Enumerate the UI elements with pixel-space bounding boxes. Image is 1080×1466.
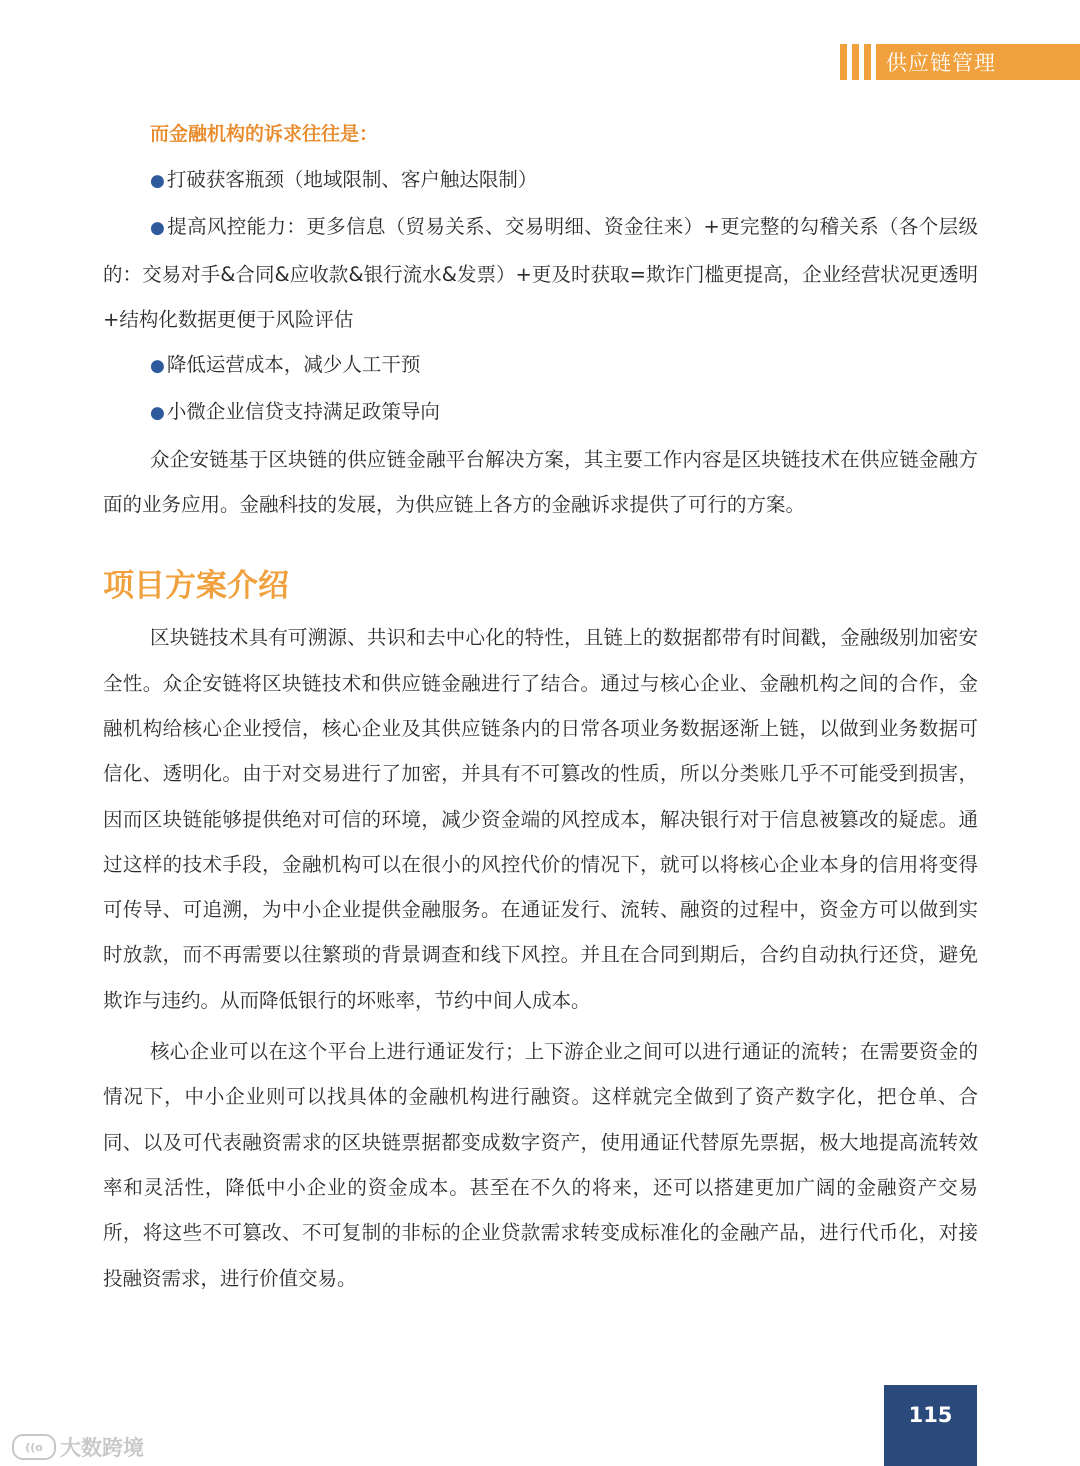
bullet-text: 小微企业信贷支持满足政策导向 <box>166 400 440 424</box>
watermark-logo-icon: ((o <box>12 1434 56 1460</box>
body-paragraph: 核心企业可以在这个平台上进行通证发行；上下游企业之间可以进行通证的流转；在需要资金的情况下，中小企业则可以找具体的金融机构进行融资。这样就完全做到了资产数字化，把仓单、合同、以及可代表融资需求的区块链票据都变成数字资产，使用通证代替原先票据，极大地提高流转效率和灵活性，降低中小企业的资金成本。甚至在不久的将来，还可以搭建更加广阔的金融资产交易所，将这些不可篡改、不可复制的非标的企业贷款需求转变成标准化的金融产品，进行代币化，对接投融资需求，进行价值交易。 <box>103 1040 978 1290</box>
bullet-text: 打破获客瓶颈（地域限制、客户触达限制） <box>166 168 538 191</box>
section-header-tab <box>840 44 1080 80</box>
watermark-text: 大数跨境 <box>60 1436 144 1460</box>
page-content <box>103 112 978 1301</box>
bullet-item <box>103 204 978 342</box>
bullet-item <box>103 389 978 436</box>
subheading: 而金融机构的诉求往往是： <box>150 123 379 145</box>
section-title: 项目方案介绍 <box>103 568 289 605</box>
page-number: 115 <box>884 1385 977 1466</box>
bullet-dot-icon: ● <box>150 356 165 377</box>
header-stripe <box>852 44 859 80</box>
bullet-item <box>103 342 978 389</box>
section-label: 供应链管理 <box>876 44 1080 80</box>
bullet-dot-icon: ● <box>150 171 165 191</box>
header-stripe <box>864 44 871 80</box>
header-stripe <box>840 44 847 80</box>
bullet-dot-icon: ● <box>150 218 166 239</box>
body-paragraph: 区块链技术具有可溯源、共识和去中心化的特性，且链上的数据都带有时间戳，金融级别加密安全性。众企安链将区块链技术和供应链金融进行了结合。通过与核心企业、金融机构之间的合作，金融机构给核心企业授信，核心企业及其供应链条内的日常各项业务数据逐渐上链，以做到业务数据可信化、透明化。由于对交易进行了加密，并具有不可篡改的性质，所以分类账几乎不可能受到损害，因而区块链能够提供绝对可信的环境，减少资金端的风控成本，解决银行对于信息被篡改的疑虑。通过这样的技术手段，金融机构可以在很小的风控代价的情况下，就可以将核心企业本身的信用将变得可传导、可追溯，为中小企业提供金融服务。在通证发行、流转、融资的过程中，资金方可以做到实时放款，而不再需要以往繁琐的背景调查和线下风控。并且在合同到期后，合约自动执行还贷，避免欺诈与违约。从而降低银行的坏账率，节约中间人成本。 <box>103 626 978 1012</box>
bullet-text: 提高风控能力：更多信息（贸易关系、交易明细、资金往来）+更完整的勾稽关系（各个层级的：交易对手&合同&应收款&银行流水&发票）+更及时获取=欺诈门槛更提高，企业经营状况更透明+结构化数据更便于风险评估 <box>103 215 978 331</box>
bullet-item <box>103 157 978 204</box>
bullet-text: 降低运营成本，减少人工干预 <box>166 353 421 377</box>
watermark <box>12 1432 144 1462</box>
intro-paragraph: 众企安链基于区块链的供应链金融平台解决方案，其主要工作内容是区块链技术在供应链金融方面的业务应用。金融科技的发展，为供应链上各方的金融诉求提供了可行的方案。 <box>103 447 978 517</box>
bullet-dot-icon: ● <box>150 403 165 424</box>
